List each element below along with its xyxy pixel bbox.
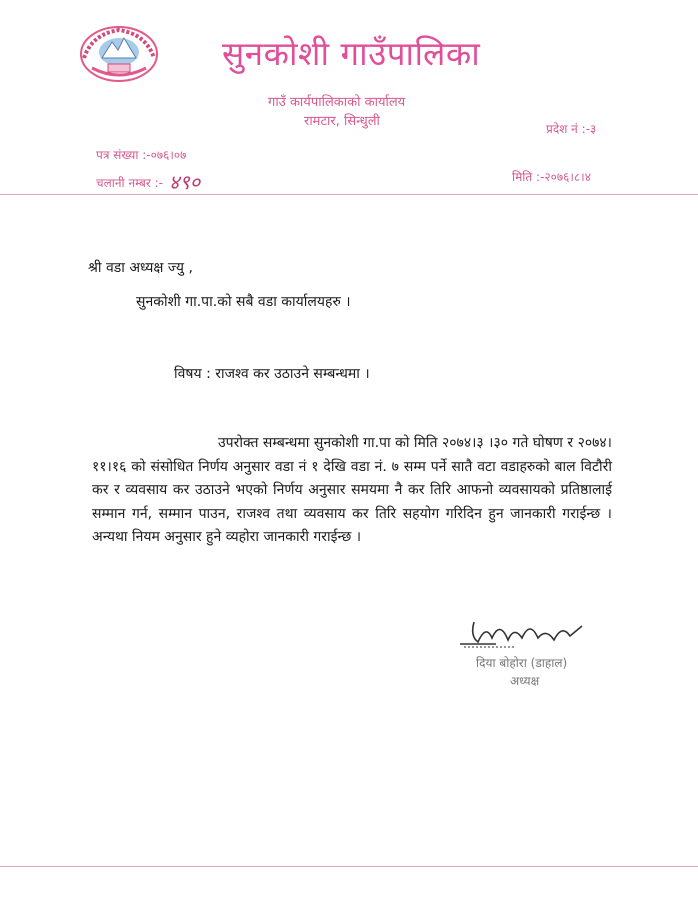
footer-divider xyxy=(0,866,698,867)
municipality-name: सुनकोशी गाउँपालिका xyxy=(222,34,481,73)
header-divider xyxy=(0,194,698,195)
salutation: श्री वडा अध्यक्ष ज्यु , xyxy=(88,260,193,276)
dispatch-label: चलानी नम्बर :- xyxy=(96,176,163,190)
subject-line: विषय : राजश्व कर उठाउने सम्बन्धमा । xyxy=(174,366,370,382)
letter-date: मिति :-२०७६।८।४ xyxy=(512,170,591,184)
signatory-name: दिया बोहोरा (डाहाल) xyxy=(476,656,568,670)
nepal-emblem-icon xyxy=(78,24,160,84)
province-label: प्रदेश नं :-३ xyxy=(546,122,597,136)
signatory-title: अध्यक्ष xyxy=(510,674,540,688)
reference-number: पत्र संख्या :-०७६।०७ xyxy=(96,148,187,162)
signature-scrawl xyxy=(456,614,586,654)
office-name: गाउँ कार्यपालिकाको कार्यालय xyxy=(268,95,406,110)
dispatch-number: ४९० xyxy=(168,170,201,194)
office-location: रामटार, सिन्धुली xyxy=(304,114,380,129)
dispatch-number-row xyxy=(96,168,200,195)
recipient: सुनकोशी गा.पा.को सबै वडा कार्यालयहरु । xyxy=(136,294,351,310)
letter-body: उपरोक्त सम्बन्धमा सुनकोशी गा.पा को मिति २०७४।३ ।३० गते घोषण र २०७४।११।१६ को संसोधित निर्णय अनुसार वडा नं १ देखि वडा नं. ७ सम्म पर्ने सातै वटा वडाहरुको बाल विटौरी कर र व्यवसाय कर उठाउने भएको निर्णय अनुसार समयमा नै कर तिरि आफनो व्यवसायको प्रतिष्ठालाई सम्मान गर्न, सम्मान पाउन, राजश्व तथा व्यवसाय कर तिरि सहयोग गरिदिन हुन जानकारी गराईन्छ ।अन्यथा नियम अनुसार हुने व्यहोरा जानकारी गराईन्छ । xyxy=(92,435,612,545)
